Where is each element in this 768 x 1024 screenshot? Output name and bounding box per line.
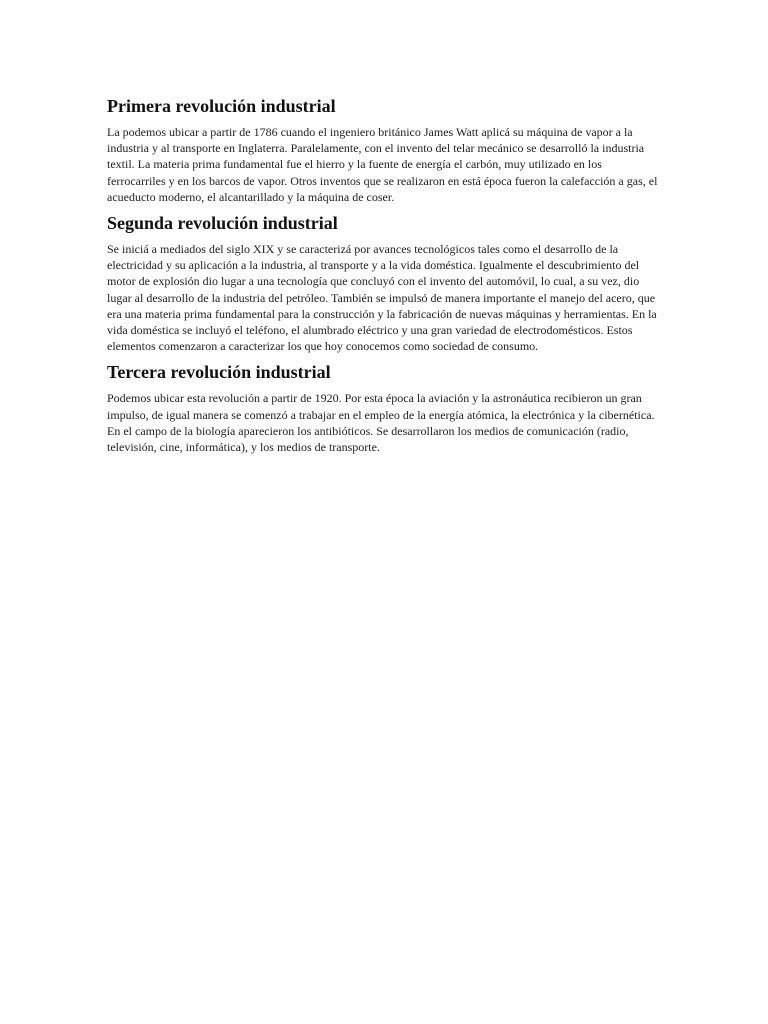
section-paragraph: Se iniciá a mediados del siglo XIX y se caracterizá por avances tecnológicos tales como el desarrollo de la electricidad y su aplicación a la industria, al transporte y a la vida doméstica. Igualmente el descubrimiento del motor de explosión dio lugar a una tecnología que concluyó con el invento del automóvil, lo cual, a su vez, dio lugar al desarrollo de la industria del petróleo. También se impulsó de manera importante el manejo del acero, que era una materia prima fundamental para la construcción y la fabricación de nuevas máquinas y herramientas. En la vida doméstica se incluyó el teléfono, el alumbrado eléctrico y una gran variedad de electrodomésticos. Estos elementos comenzaron a caracterizar los que hoy conocemos como sociedad de consumo. (107, 242, 657, 354)
section-paragraph: Podemos ubicar esta revolución a partir de 1920. Por esta época la aviación y la astronáutica recibieron un gran impulso, de igual manera se comenzó a trabajar en el empleo de la energía atómica, la electrónica y la cibernética. En el campo de la biología aparecieron los antibióticos. Se desarrollaron los medios de comunicación (radio, televisión, cine, informática), y los medios de transporte. (107, 391, 655, 455)
section-tercera-revolucion (107, 360, 659, 455)
section-heading: Primera revolución industrial (107, 96, 336, 116)
section-heading: Segunda revolución industrial (107, 213, 338, 234)
document-page (107, 94, 659, 461)
section-primera-revolucion (107, 94, 659, 205)
section-heading: Tercera revolución industrial (107, 362, 331, 383)
section-paragraph: La podemos ubicar a partir de 1786 cuando el ingeniero británico James Watt aplicá su máquina de vapor a la industria y al transporte en Inglaterra. Paralelamente, con el invento del telar mecánico se desarrolló la industria textil. La materia prima fundamental fue el hierro y la fuente de energía el carbón, muy utilizado en los ferrocarriles y en los barcos de vapor. Otros inventos que se realizaron en está época fueron la calefacción a gas, el acueducto moderno, el alcantarillado y la máquina de coser. (107, 125, 658, 204)
section-segunda-revolucion (107, 211, 659, 354)
